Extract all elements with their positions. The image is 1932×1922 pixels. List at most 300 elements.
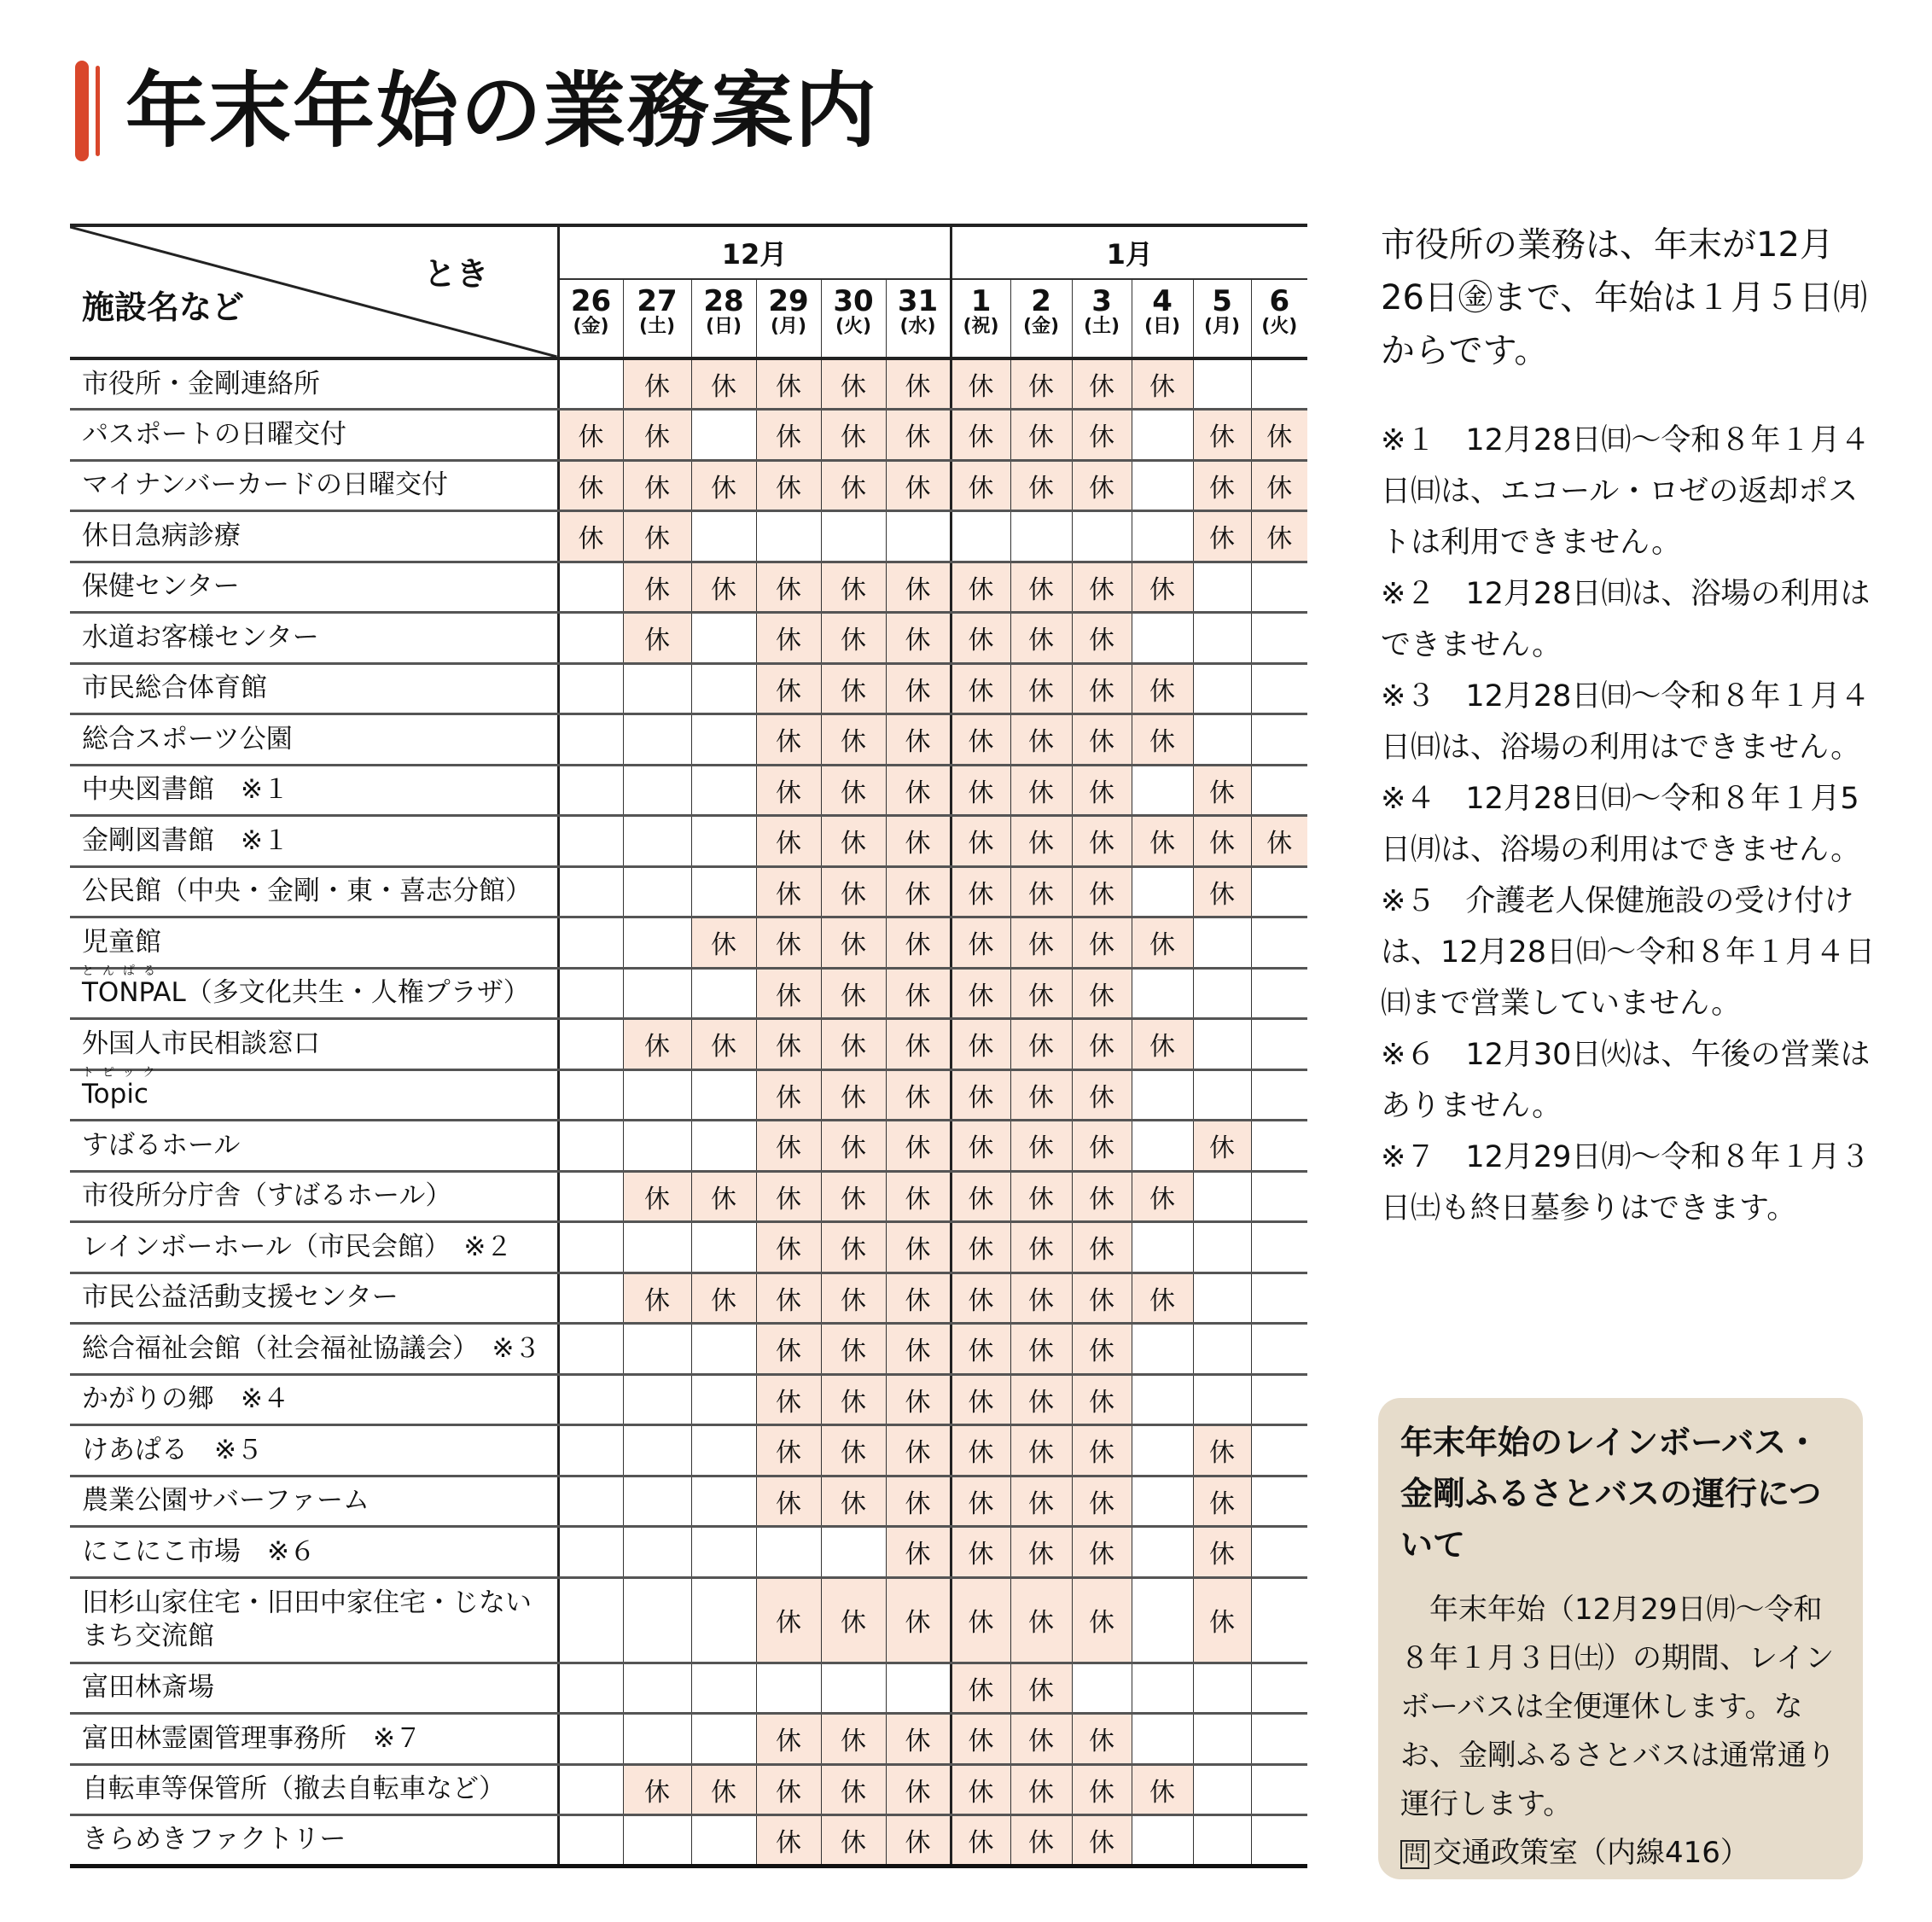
- open-cell: [1132, 1815, 1193, 1867]
- open-cell: [1193, 1764, 1251, 1815]
- open-cell: [1251, 1374, 1307, 1425]
- corner-label-time: とき: [423, 255, 489, 293]
- table-row: [70, 968, 1307, 1019]
- closed-cell: 休: [1010, 1069, 1072, 1121]
- closed-cell: 休: [886, 1019, 951, 1070]
- open-cell: [1193, 613, 1251, 664]
- closed-cell: 休: [1072, 562, 1132, 613]
- page-title-block: [75, 60, 878, 162]
- closed-cell: 休: [951, 816, 1010, 867]
- open-cell: [1251, 1121, 1307, 1172]
- open-cell: [558, 917, 623, 969]
- day-number: 4: [1152, 284, 1173, 318]
- closed-cell: 休: [886, 1324, 951, 1375]
- facility-name: 農業公園サバーファーム: [70, 1476, 558, 1527]
- day-weekday: (火): [1261, 315, 1298, 337]
- table-row: [70, 866, 1307, 917]
- closed-cell: 休: [1010, 1374, 1072, 1425]
- open-cell: [1251, 765, 1307, 816]
- open-cell: [1132, 968, 1193, 1019]
- closed-cell: 休: [756, 1121, 821, 1172]
- day-number: 1: [970, 284, 992, 318]
- closed-cell: 休: [1010, 1476, 1072, 1527]
- open-cell: [756, 511, 821, 562]
- closed-cell: 休: [821, 460, 886, 511]
- closed-cell: 休: [886, 714, 951, 766]
- open-cell: [558, 714, 623, 766]
- closed-cell: 休: [756, 1577, 821, 1663]
- closed-cell: 休: [951, 866, 1010, 917]
- closed-cell: 休: [886, 765, 951, 816]
- closed-cell: 休: [1010, 1527, 1072, 1578]
- facility-name: 総合福祉会館（社会福祉協議会） ※３: [70, 1324, 558, 1375]
- closed-cell: 休: [886, 917, 951, 969]
- open-cell: [623, 1527, 691, 1578]
- footnote-item: ※３ 12月28日㈰〜令和８年１月４日㈰は、浴場の利用はできません。: [1381, 679, 1871, 765]
- facility-name: 富田林斎場: [70, 1663, 558, 1714]
- open-cell: [623, 866, 691, 917]
- facility-name: [70, 964, 558, 1019]
- day-header: [1010, 279, 1072, 358]
- closed-cell: 休: [1193, 1577, 1251, 1663]
- open-cell: [1132, 1663, 1193, 1714]
- open-cell: [558, 765, 623, 816]
- table-row: [70, 1019, 1307, 1070]
- closed-cell: 休: [951, 1171, 1010, 1222]
- table-row: [70, 1476, 1307, 1527]
- closed-cell: 休: [1010, 562, 1072, 613]
- closed-cell: 休: [1072, 816, 1132, 867]
- open-cell: [1132, 866, 1193, 917]
- open-cell: [691, 1476, 756, 1527]
- closed-cell: 休: [756, 1476, 821, 1527]
- closed-cell: 休: [1072, 866, 1132, 917]
- open-cell: [623, 1121, 691, 1172]
- closed-cell: 休: [951, 968, 1010, 1019]
- open-cell: [691, 1663, 756, 1714]
- table-row: [70, 1222, 1307, 1273]
- open-cell: [558, 1019, 623, 1070]
- closed-cell: 休: [886, 1069, 951, 1121]
- closed-cell: 休: [951, 460, 1010, 511]
- closed-cell: 休: [886, 1222, 951, 1273]
- closed-cell: 休: [1010, 1019, 1072, 1070]
- closed-cell: 休: [756, 1714, 821, 1765]
- open-cell: [1193, 1273, 1251, 1324]
- open-cell: [623, 968, 691, 1019]
- open-cell: [558, 1663, 623, 1714]
- closed-cell: 休: [1072, 1374, 1132, 1425]
- closed-cell: 休: [951, 1019, 1010, 1070]
- closed-cell: 休: [886, 866, 951, 917]
- closed-cell: 休: [886, 1764, 951, 1815]
- open-cell: [1072, 511, 1132, 562]
- table-row: [70, 410, 1307, 461]
- facility-name-text: TONPAL（多文化共生・人権プラザ）: [82, 977, 530, 1009]
- day-header: [951, 279, 1010, 358]
- facility-name: 児童館: [70, 917, 558, 969]
- closed-cell: 休: [756, 562, 821, 613]
- table-row: [70, 1324, 1307, 1375]
- open-cell: [558, 562, 623, 613]
- closed-cell: 休: [1132, 714, 1193, 766]
- open-cell: [1132, 1222, 1193, 1273]
- closed-cell: 休: [756, 410, 821, 461]
- open-cell: [691, 613, 756, 664]
- open-cell: [623, 1069, 691, 1121]
- open-cell: [1251, 1714, 1307, 1765]
- closed-cell: 休: [1010, 765, 1072, 816]
- closed-cell: 休: [1072, 1069, 1132, 1121]
- open-cell: [1251, 562, 1307, 613]
- open-cell: [558, 663, 623, 714]
- closed-cell: 休: [821, 1374, 886, 1425]
- closed-cell: 休: [1010, 1714, 1072, 1765]
- day-header: [558, 279, 623, 358]
- closed-cell: 休: [1251, 511, 1307, 562]
- open-cell: [691, 816, 756, 867]
- closed-cell: 休: [1010, 714, 1072, 766]
- open-cell: [1251, 1171, 1307, 1222]
- open-cell: [1251, 1019, 1307, 1070]
- facility-name: 市役所・金剛連絡所: [70, 358, 558, 410]
- open-cell: [821, 1527, 886, 1578]
- closed-cell: 休: [691, 460, 756, 511]
- closed-cell: 休: [821, 562, 886, 613]
- ruby-reading: トピック: [82, 1066, 164, 1080]
- open-cell: [623, 1815, 691, 1867]
- month-header-january: 1月: [951, 225, 1307, 279]
- table-row: [70, 1374, 1307, 1425]
- table-row: [70, 562, 1307, 613]
- closed-cell: 休: [756, 1425, 821, 1476]
- facility-name: パスポートの日曜交付: [70, 410, 558, 461]
- table-row: [70, 1663, 1307, 1714]
- day-header: [1132, 279, 1193, 358]
- closed-cell: 休: [756, 1019, 821, 1070]
- closed-cell: 休: [623, 410, 691, 461]
- closed-cell: 休: [821, 613, 886, 664]
- closed-cell: 休: [821, 1273, 886, 1324]
- month-header-december: 12月: [558, 225, 951, 279]
- closed-cell: 休: [821, 663, 886, 714]
- closed-cell: 休: [951, 917, 1010, 969]
- open-cell: [623, 1577, 691, 1663]
- closed-cell: 休: [1193, 511, 1251, 562]
- closed-cell: 休: [821, 765, 886, 816]
- closed-cell: 休: [886, 1374, 951, 1425]
- open-cell: [623, 816, 691, 867]
- closed-cell: 休: [756, 1069, 821, 1121]
- closed-cell: 休: [691, 1273, 756, 1324]
- open-cell: [1251, 1425, 1307, 1476]
- closed-cell: 休: [558, 460, 623, 511]
- closed-cell: 休: [1193, 1425, 1251, 1476]
- facility-name: マイナンバーカードの日曜交付: [70, 460, 558, 511]
- closed-cell: 休: [756, 613, 821, 664]
- open-cell: [1193, 1019, 1251, 1070]
- open-cell: [558, 1273, 623, 1324]
- open-cell: [1251, 714, 1307, 766]
- closed-cell: 休: [1010, 968, 1072, 1019]
- closed-cell: 休: [821, 1069, 886, 1121]
- closed-cell: 休: [1072, 1121, 1132, 1172]
- day-number: 28: [703, 284, 744, 318]
- closed-cell: 休: [691, 917, 756, 969]
- closed-cell: 休: [886, 1527, 951, 1578]
- closed-cell: 休: [756, 917, 821, 969]
- day-number: 31: [897, 284, 939, 318]
- open-cell: [558, 1374, 623, 1425]
- open-cell: [1251, 1577, 1307, 1663]
- closed-cell: 休: [1193, 410, 1251, 461]
- closed-cell: 休: [951, 1764, 1010, 1815]
- facility-name: 公民館（中央・金剛・東・喜志分館）: [70, 866, 558, 917]
- day-weekday: (祝): [963, 315, 999, 337]
- closed-cell: 休: [691, 358, 756, 410]
- table-row: [70, 1527, 1307, 1578]
- open-cell: [691, 511, 756, 562]
- open-cell: [1193, 1714, 1251, 1765]
- closed-cell: 休: [886, 1425, 951, 1476]
- closed-cell: 休: [886, 358, 951, 410]
- closed-cell: 休: [1010, 358, 1072, 410]
- open-cell: [1251, 1527, 1307, 1578]
- day-weekday: (土): [638, 315, 676, 337]
- footnote-item: ※２ 12月28日㈰は、浴場の利用はできません。: [1381, 577, 1871, 662]
- closed-cell: 休: [886, 1577, 951, 1663]
- closed-cell: 休: [886, 562, 951, 613]
- open-cell: [1132, 410, 1193, 461]
- closed-cell: 休: [821, 358, 886, 410]
- closed-cell: 休: [1132, 663, 1193, 714]
- open-cell: [1251, 1324, 1307, 1375]
- closed-cell: 休: [1010, 460, 1072, 511]
- footnote-item: ※１ 12月28日㈰〜令和８年１月４日㈰は、エコール・ロゼの返却ポストは利用できません。: [1381, 423, 1871, 560]
- open-cell: [1251, 663, 1307, 714]
- open-cell: [691, 1069, 756, 1121]
- open-cell: [1010, 511, 1072, 562]
- closed-cell: 休: [1132, 917, 1193, 969]
- open-cell: [756, 1527, 821, 1578]
- day-header: [1251, 279, 1307, 358]
- open-cell: [691, 1121, 756, 1172]
- facility-name: 市民公益活動支援センター: [70, 1273, 558, 1324]
- closed-cell: 休: [1010, 663, 1072, 714]
- closed-cell: 休: [756, 968, 821, 1019]
- closed-cell: 休: [756, 358, 821, 410]
- closed-cell: 休: [886, 968, 951, 1019]
- closed-cell: 休: [886, 816, 951, 867]
- facility-name: けあぱる ※５: [70, 1425, 558, 1476]
- closed-cell: 休: [1072, 410, 1132, 461]
- table-row: [70, 714, 1307, 766]
- table-row: [70, 1815, 1307, 1867]
- open-cell: [1251, 1815, 1307, 1867]
- closed-cell: 休: [951, 1324, 1010, 1375]
- closed-cell: 休: [1010, 1171, 1072, 1222]
- table-row: [70, 1121, 1307, 1172]
- closed-cell: 休: [1072, 968, 1132, 1019]
- open-cell: [756, 1663, 821, 1714]
- table-row: [70, 1577, 1307, 1663]
- open-cell: [1251, 1476, 1307, 1527]
- closed-cell: 休: [1072, 1222, 1132, 1273]
- closed-cell: 休: [821, 1222, 886, 1273]
- open-cell: [691, 1425, 756, 1476]
- closed-cell: 休: [886, 1171, 951, 1222]
- inquiry-icon: 問: [1400, 1840, 1429, 1869]
- open-cell: [623, 1425, 691, 1476]
- open-cell: [558, 968, 623, 1019]
- bus-info-body-text: 年末年始（12月29日㈪〜令和８年１月３日㈯）の期間、レインボーバスは全便運休します。なお、金剛ふるさとバスは通常通り運行します。: [1400, 1593, 1836, 1821]
- open-cell: [1251, 1222, 1307, 1273]
- open-cell: [558, 1714, 623, 1765]
- bus-info-contact: [1400, 1829, 1841, 1878]
- ruby-reading: とんぱる: [82, 964, 164, 979]
- facility-name: [70, 1066, 558, 1121]
- closed-cell: 休: [1010, 410, 1072, 461]
- facility-name-with-ruby: [82, 964, 530, 1010]
- closed-cell: 休: [1072, 1019, 1132, 1070]
- schedule-body: [70, 358, 1307, 1866]
- open-cell: [821, 1663, 886, 1714]
- title-accent-bar: [75, 61, 89, 161]
- closed-cell: 休: [951, 663, 1010, 714]
- schedule-table: [70, 224, 1307, 1868]
- closed-cell: 休: [756, 1171, 821, 1222]
- open-cell: [821, 511, 886, 562]
- open-cell: [1193, 968, 1251, 1019]
- open-cell: [691, 1577, 756, 1663]
- footnote-item: ※４ 12月28日㈰〜令和８年１月5日㈪は、浴場の利用はできません。: [1381, 782, 1861, 867]
- facility-name: 休日急病診療: [70, 511, 558, 562]
- open-cell: [691, 968, 756, 1019]
- open-cell: [1251, 968, 1307, 1019]
- closed-cell: 休: [1010, 1273, 1072, 1324]
- closed-cell: 休: [756, 714, 821, 766]
- closed-cell: 休: [1010, 1425, 1072, 1476]
- closed-cell: 休: [756, 1815, 821, 1867]
- closed-cell: 休: [1010, 1663, 1072, 1714]
- closed-cell: 休: [1010, 1815, 1072, 1867]
- open-cell: [558, 816, 623, 867]
- open-cell: [691, 663, 756, 714]
- day-header: [886, 279, 951, 358]
- closed-cell: 休: [886, 1815, 951, 1867]
- closed-cell: 休: [951, 765, 1010, 816]
- facility-name-with-ruby: [82, 1066, 164, 1111]
- closed-cell: 休: [623, 562, 691, 613]
- open-cell: [691, 1222, 756, 1273]
- open-cell: [623, 1222, 691, 1273]
- closed-cell: 休: [1072, 1714, 1132, 1765]
- day-weekday: (月): [1203, 315, 1241, 337]
- day-number: 5: [1212, 284, 1232, 318]
- day-number: 2: [1031, 284, 1051, 318]
- closed-cell: 休: [951, 1374, 1010, 1425]
- day-number: 3: [1091, 284, 1112, 318]
- table-row: [70, 511, 1307, 562]
- day-weekday: (日): [1143, 315, 1181, 337]
- closed-cell: 休: [691, 1764, 756, 1815]
- open-cell: [1193, 562, 1251, 613]
- closed-cell: 休: [1072, 1815, 1132, 1867]
- closed-cell: 休: [821, 866, 886, 917]
- open-cell: [1132, 1476, 1193, 1527]
- closed-cell: 休: [821, 1764, 886, 1815]
- open-cell: [1251, 866, 1307, 917]
- page-title: 年末年始の業務案内: [125, 63, 878, 159]
- closed-cell: 休: [951, 1476, 1010, 1527]
- footnote-item: ※７ 12月29日㈪〜令和８年１月３日㈯も終日墓参りはできます。: [1381, 1140, 1871, 1226]
- open-cell: [1193, 1222, 1251, 1273]
- closed-cell: 休: [951, 1714, 1010, 1765]
- open-cell: [558, 1121, 623, 1172]
- facility-name: かがりの郷 ※４: [70, 1374, 558, 1425]
- open-cell: [558, 1425, 623, 1476]
- closed-cell: 休: [1251, 410, 1307, 461]
- facility-name: きらめきファクトリー: [70, 1815, 558, 1867]
- open-cell: [623, 1714, 691, 1765]
- closed-cell: 休: [1072, 460, 1132, 511]
- day-weekday: (水): [899, 315, 936, 337]
- closed-cell: 休: [756, 1324, 821, 1375]
- closed-cell: 休: [1072, 1527, 1132, 1578]
- closed-cell: 休: [756, 1764, 821, 1815]
- open-cell: [1193, 1324, 1251, 1375]
- closed-cell: 休: [886, 613, 951, 664]
- day-weekday: (金): [1022, 315, 1060, 337]
- table-row: [70, 1171, 1307, 1222]
- day-header: [691, 279, 756, 358]
- closed-cell: 休: [1010, 613, 1072, 664]
- closed-cell: 休: [821, 1476, 886, 1527]
- closed-cell: 休: [951, 1069, 1010, 1121]
- closed-cell: 休: [756, 1374, 821, 1425]
- table-row: [70, 460, 1307, 511]
- open-cell: [1193, 1663, 1251, 1714]
- footnotes: [1381, 415, 1876, 1234]
- open-cell: [691, 1714, 756, 1765]
- day-weekday: (土): [1083, 315, 1120, 337]
- facility-name: すばるホール: [70, 1121, 558, 1172]
- closed-cell: 休: [951, 1663, 1010, 1714]
- closed-cell: 休: [821, 714, 886, 766]
- open-cell: [1251, 1764, 1307, 1815]
- day-header: [821, 279, 886, 358]
- day-number: 29: [768, 284, 809, 318]
- closed-cell: 休: [623, 613, 691, 664]
- closed-cell: 休: [756, 460, 821, 511]
- closed-cell: 休: [558, 410, 623, 461]
- closed-cell: 休: [951, 1527, 1010, 1578]
- table-row: [70, 1425, 1307, 1476]
- closed-cell: 休: [886, 1273, 951, 1324]
- closed-cell: 休: [1010, 1121, 1072, 1172]
- open-cell: [1193, 1069, 1251, 1121]
- closed-cell: 休: [558, 511, 623, 562]
- closed-cell: 休: [1193, 816, 1251, 867]
- open-cell: [691, 1815, 756, 1867]
- closed-cell: 休: [1132, 1019, 1193, 1070]
- facility-name: 市民総合体育館: [70, 663, 558, 714]
- facility-name: 市役所分庁舎（すばるホール）: [70, 1171, 558, 1222]
- closed-cell: 休: [951, 358, 1010, 410]
- open-cell: [691, 765, 756, 816]
- closed-cell: 休: [623, 511, 691, 562]
- facility-name-text: Topic: [82, 1079, 148, 1110]
